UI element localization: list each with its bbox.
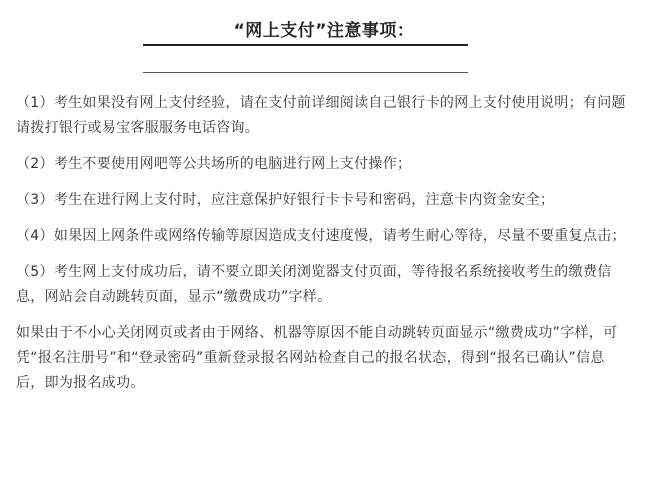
item-number: （4） <box>16 228 54 244</box>
divider-line <box>143 72 468 73</box>
notice-item-3 <box>16 188 632 213</box>
notice-item-5 <box>16 260 632 310</box>
item-number: （3） <box>16 192 54 208</box>
notice-item-2 <box>16 152 632 177</box>
item-text: 考生如果没有网上支付经验，请在支付前详细阅读自己银行卡的网上支付使用说明；有问题请拨打银行或易宝客服服务电话咨询。 <box>16 95 626 136</box>
notice-body <box>16 91 632 407</box>
page-title: “网上支付”注意事项： <box>233 21 415 41</box>
item-text: 考生网上支付成功后，请不要立即关闭浏览器支付页面，等待报名系统接收考生的缴费信息，网站会自动跳转页面，显示“缴费成功”字样。 <box>16 264 612 305</box>
title-underline <box>143 44 468 46</box>
notice-item-1 <box>16 91 632 141</box>
notice-item-4 <box>16 224 632 249</box>
item-text: 如果因上网条件或网络传输等原因造成支付速度慢，请考生耐心等待，尽量不要重复点击； <box>53 228 626 244</box>
item-number: （5） <box>16 264 54 280</box>
item-text: 考生在进行网上支付时，应注意保护好银行卡卡号和密码，注意卡内资金安全； <box>53 192 555 208</box>
item-number: （1） <box>16 95 54 111</box>
closing-paragraph: 如果由于不小心关闭网页或者由于网络、机器等原因不能自动跳转页面显示“缴费成功”字样，可凭“报名注册号”和“登录密码”重新登录报名网站检查自己的报名状态，得到“报名已确认”信息后，即为报名成功。 <box>16 325 618 391</box>
item-number: （2） <box>16 156 54 172</box>
item-text: 考生不要使用网吧等公共场所的电脑进行网上支付操作； <box>53 156 412 172</box>
